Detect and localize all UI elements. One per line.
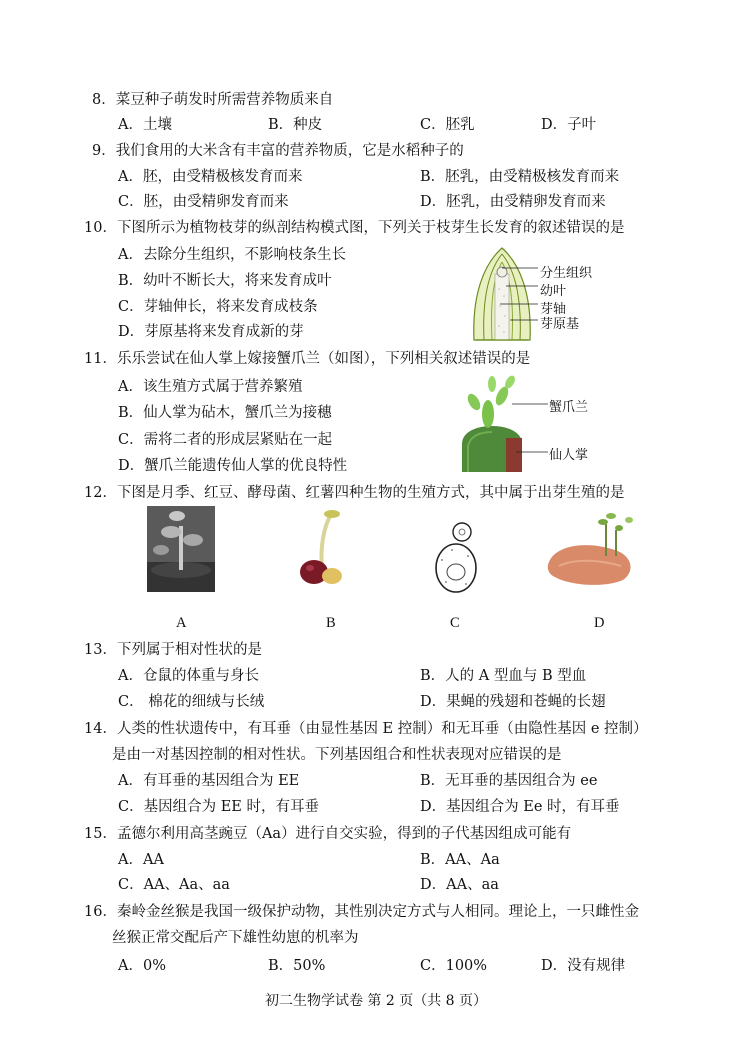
caption-d: D xyxy=(594,615,605,631)
q9-option-d: D．胚乳，由受精卵发育而来 xyxy=(420,194,606,210)
question-14-stem-cont: 是由一对基因控制的相对性状。下列基因组合和性状表现对应错误的是 xyxy=(112,747,562,763)
q16-option-a: A．0% xyxy=(118,958,166,974)
q11-option-c: C．需将二者的形成层紧贴在一起 xyxy=(118,432,333,448)
q14-option-b: B．无耳垂的基因组合为 ee xyxy=(420,773,598,789)
q13-option-c: C． 棉花的细绒与长绒 xyxy=(118,694,265,710)
q13-option-d: D．果蝇的残翅和苍蝇的长翅 xyxy=(420,694,606,710)
q8-option-b: B．种皮 xyxy=(268,117,323,133)
q15-option-a: A．AA xyxy=(118,852,164,868)
question-16-stem: 16．秦岭金丝猴是我国一级保护动物，其性别决定方式与人相同。理论上，一只雌性金 xyxy=(84,904,639,920)
label-meristem: 分生组织 xyxy=(540,266,593,281)
q16-option-c: C．100% xyxy=(420,958,488,974)
q9-option-a: A．胚，由受精极核发育而来 xyxy=(118,169,303,185)
sweet-potato-sprout-photo xyxy=(545,506,637,588)
caption-b: B xyxy=(326,615,336,631)
q8-option-a: A．土壤 xyxy=(118,117,172,133)
question-10-stem: 10．下图所示为植物枝芽的纵剖结构模式图，下列关于枝芽生长发育的叙述错误的是 xyxy=(84,220,625,236)
q8-option-d: D．子叶 xyxy=(541,117,597,133)
question-8-stem: 8．菜豆种子萌发时所需营养物质来自 xyxy=(92,92,334,108)
q16-option-d: D．没有规律 xyxy=(541,958,626,974)
rose-cutting-photo xyxy=(147,506,215,592)
q13-option-b: B．人的 A 型血与 B 型血 xyxy=(420,668,587,684)
question-9-stem: 9．我们食用的大米含有丰富的营养物质，它是水稻种子的 xyxy=(92,143,464,159)
graft-pointer-lines xyxy=(512,396,552,456)
q15-option-c: C．AA、Aa、aa xyxy=(118,877,230,893)
q14-option-c: C．基因组合为 EE 时，有耳垂 xyxy=(118,799,319,815)
label-cactus-rootstock: 仙人掌 xyxy=(549,448,589,463)
q10-option-c: C．芽轴伸长，将来发育成枝条 xyxy=(118,299,318,315)
question-11-stem: 11．乐乐尝试在仙人掌上嫁接蟹爪兰（如图），下列相关叙述错误的是 xyxy=(84,351,531,367)
caption-a: A xyxy=(176,615,187,631)
caption-c: C xyxy=(450,615,460,631)
red-bean-sprout-photo xyxy=(294,506,350,592)
question-16-stem-cont: 丝猴正常交配后产下雄性幼崽的机率为 xyxy=(112,930,359,946)
q10-option-a: A．去除分生组织，不影响枝条生长 xyxy=(118,247,346,263)
bud-pointer-lines xyxy=(500,262,540,332)
q11-option-b: B．仙人掌为砧木，蟹爪兰为接穗 xyxy=(118,405,332,421)
label-young-leaf: 幼叶 xyxy=(540,284,567,299)
q16-option-b: B．50% xyxy=(268,958,326,974)
q8-option-c: C．胚乳 xyxy=(420,117,475,133)
question-14-stem: 14．人类的性状遗传中，有耳垂（由显性基因 E 控制）和无耳垂（由隐性基因 e 控制） xyxy=(84,721,648,737)
q11-option-a: A．该生殖方式属于营养繁殖 xyxy=(118,379,303,395)
q14-option-a: A．有耳垂的基因组合为 EE xyxy=(118,773,300,789)
q14-option-d: D．基因组合为 Ee 时，有耳垂 xyxy=(420,799,620,815)
q10-option-d: D．芽原基将来发育成新的芽 xyxy=(118,324,304,340)
q13-option-a: A．仓鼠的体重与身长 xyxy=(118,668,259,684)
label-bud-axis: 芽轴 xyxy=(540,302,567,317)
page-footer: 初二生物学试卷 第 2 页（共 8 页） xyxy=(264,993,488,1009)
q9-option-b: B．胚乳，由受精极核发育而来 xyxy=(420,169,620,185)
question-15-stem: 15．孟德尔利用高茎豌豆（Aa）进行自交实验，得到的子代基因组成可能有 xyxy=(84,826,572,842)
question-12-stem: 12．下图是月季、红豆、酵母菌、红薯四种生物的生殖方式，其中属于出芽生殖的是 xyxy=(84,485,625,501)
label-crab-claw-cactus: 蟹爪兰 xyxy=(549,400,589,415)
yeast-budding-drawing xyxy=(432,520,484,596)
q11-option-d: D．蟹爪兰能遗传仙人掌的优良特性 xyxy=(118,458,348,474)
q15-option-b: B．AA、Aa xyxy=(420,852,500,868)
question-13-stem: 13．下列属于相对性状的是 xyxy=(84,642,262,658)
q9-option-c: C．胚，由受精卵发育而来 xyxy=(118,194,289,210)
label-bud-primordium: 芽原基 xyxy=(540,317,580,332)
q10-option-b: B．幼叶不断长大，将来发育成叶 xyxy=(118,273,332,289)
q15-option-d: D．AA、aa xyxy=(420,877,499,893)
